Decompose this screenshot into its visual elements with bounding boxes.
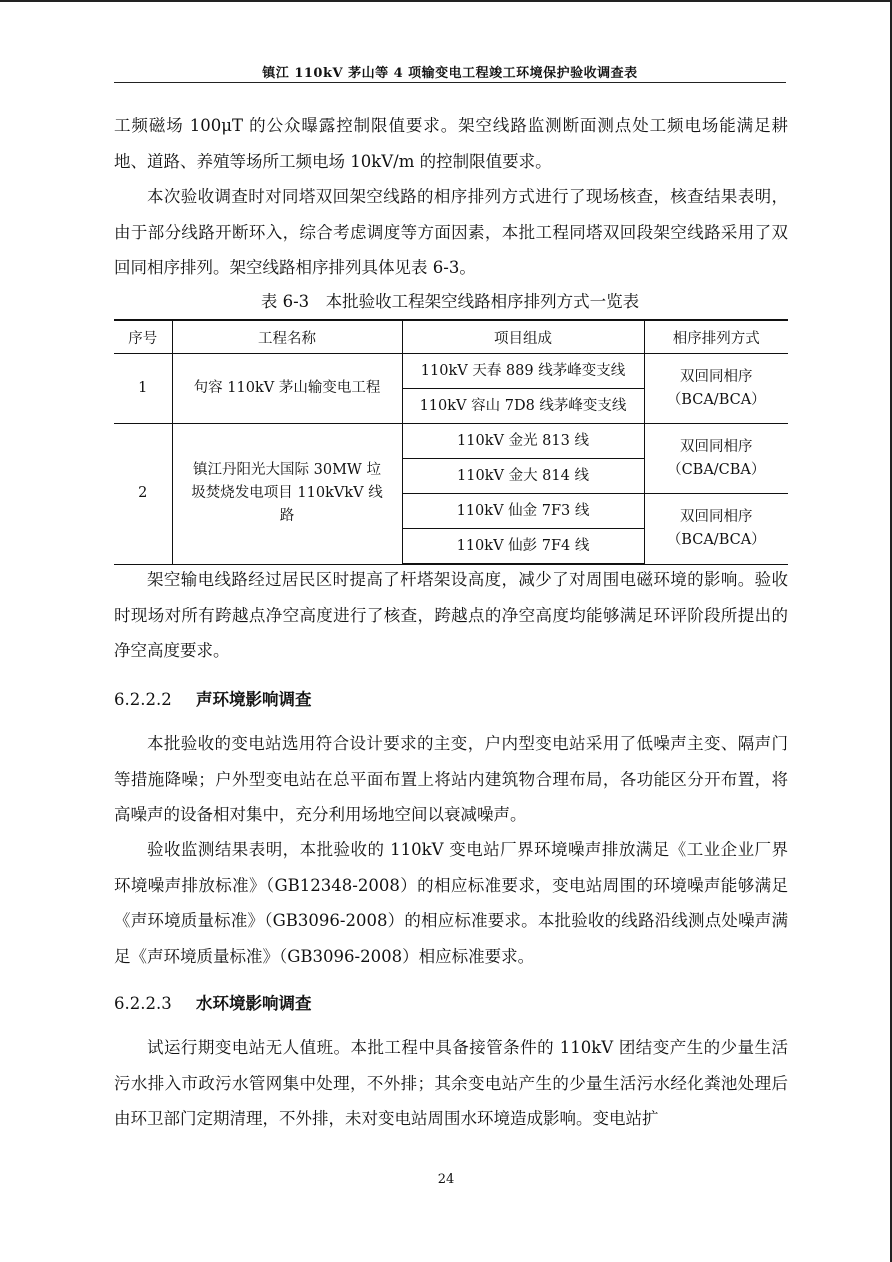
running-header: 镇江 110kV 茅山等 4 项输变电工程竣工环境保护验收调查表 xyxy=(262,66,638,81)
table-caption: 表 6-3 本批验收工程架空线路相序排列方式一览表 xyxy=(260,292,640,311)
section-number: 6.2.2.3 xyxy=(114,994,172,1013)
cell-phase: 双回同相序（BCA/BCA） xyxy=(644,494,788,565)
paragraph-emf-limits: 工频磁场 100μT 的公众曝露控制限值要求。架空线路监测断面测点处工频电场能满足耕地、道路、养殖等场所工频电场 10kV/m 的控制限值要求。 xyxy=(114,116,788,171)
cell-project-name: 镇江丹阳光大国际 30MW 垃圾焚烧发电项目 110kVkV 线路 xyxy=(172,424,402,565)
section-heading-water xyxy=(114,990,312,1014)
cell-phase: 双回同相序（BCA/BCA） xyxy=(644,354,788,424)
header-phase-arrangement: 相序排列方式 xyxy=(644,320,788,354)
section-heading-noise xyxy=(114,686,312,710)
cell-component: 110kV 容山 7D8 线茅峰变支线 xyxy=(402,389,644,424)
section-title: 声环境影响调查 xyxy=(196,690,312,709)
cell-serial: 1 xyxy=(114,354,172,424)
cell-component: 110kV 仙金 7F3 线 xyxy=(402,494,644,529)
paragraph-water: 试运行期变电站无人值班。本批工程中具备接管条件的 110kV 团结变产生的少量生活污水排入市政污水管网集中处理，不外排；其余变电站产生的少量生活污水经化粪池处理后由环卫部门定期清理，不外排，未对变电站周围水环境造成影响。变电站扩 xyxy=(114,1038,788,1128)
paragraph-noise-results: 验收监测结果表明，本批验收的 110kV 变电站厂界环境噪声排放满足《工业企业厂界环境噪声排放标准》（GB12348-2008）的相应标准要求，变电站周围的环境噪声能够满足《声环境质量标准》（GB3096-2008）的相应标准要求。本批验收的线路沿线测点处噪声满足《声环境质量标准》（GB3096-2008）相应标准要求。 xyxy=(114,840,788,966)
phase-sequence-table xyxy=(114,319,788,565)
cell-project-name: 句容 110kV 茅山输变电工程 xyxy=(172,354,402,424)
cell-serial: 2 xyxy=(114,424,172,565)
cell-component: 110kV 金大 814 线 xyxy=(402,459,644,494)
table-row xyxy=(114,424,788,459)
page-border-top xyxy=(0,0,892,2)
header-components: 项目组成 xyxy=(402,320,644,354)
section-number: 6.2.2.2 xyxy=(114,690,172,709)
cell-component: 110kV 仙彭 7F4 线 xyxy=(402,529,644,565)
cell-component: 110kV 金光 813 线 xyxy=(402,424,644,459)
header-project-name: 工程名称 xyxy=(172,320,402,354)
table-header-row xyxy=(114,320,788,354)
page-number: 24 xyxy=(437,1172,455,1187)
cell-component: 110kV 天春 889 线茅峰变支线 xyxy=(402,354,644,389)
section-title: 水环境影响调查 xyxy=(196,994,312,1013)
table-row xyxy=(114,354,788,389)
paragraph-phase-check: 本次验收调查时对同塔双回架空线路的相序排列方式进行了现场核查，核查结果表明，由于部分线路开断环入，综合考虑调度等方面因素，本批工程同塔双回段架空线路采用了双回同相序排列。架空线路相序排列具体见表 6-3。 xyxy=(114,187,788,277)
header-serial: 序号 xyxy=(114,320,172,354)
header-rule xyxy=(114,82,786,83)
paragraph-noise-measures: 本批验收的变电站选用符合设计要求的主变，户内型变电站采用了低噪声主变、隔声门等措施降噪；户外型变电站在总平面布置上将站内建筑物合理布局，各功能区分开布置，将高噪声的设备相对集中，充分利用场地空间以衰减噪声。 xyxy=(114,734,788,824)
cell-phase: 双回同相序（CBA/CBA） xyxy=(644,424,788,494)
paragraph-clearance: 架空输电线路经过居民区时提高了杆塔架设高度，减少了对周围电磁环境的影响。验收时现场对所有跨越点净空高度进行了核查，跨越点的净空高度均能够满足环评阶段所提出的净空高度要求。 xyxy=(114,570,788,660)
